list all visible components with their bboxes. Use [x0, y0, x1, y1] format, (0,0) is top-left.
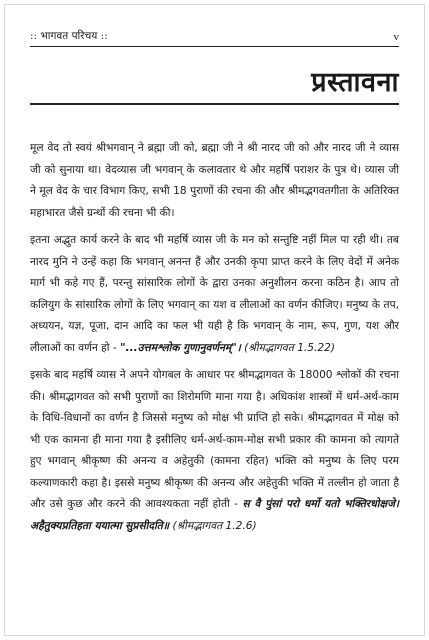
- paragraph-2-text: इतना अद्भुत कार्य करने के बाद भी महर्षि व्यास जी के मन को सन्तुष्टि नहीं मिल पा रही थी। तब नारद मुनि ने उन्हें कहा कि भगवान् अनन्त हैं और उनकी कृपा प्राप्त करने के लिए वेदों में अनेक मार्ग भी कहे गए हैं, परन्तु सांसारिक लोगों के द्वारा उनका अनुशीलन करना कठिन है। आप तो कलियुग के सांसारिक लोगों के लिए भगवान् का यश व लीलाओं का वर्णन कीजिए। मनुष्य के तप, अध्ययन, यज्ञ, पूजा, दान आदि का फल भी यही है कि भगवान् के नाम, रूप, गुण, यश और लीलाओं का वर्णन हो -: [30, 234, 399, 354]
- running-title: :: भागवत परिचय ::: [30, 30, 108, 42]
- paragraph-3-text: इसके बाद महर्षि व्यास ने अपने योगबल के आधार पर श्रीमद्भागवत के 18000 श्लोकों की रचना की। श्रीमद्भागवत को सभी पुराणों का शिरोमणि माना गया है। अधिकांश शास्त्रों में धर्म-अर्थ-काम के विधि-विधानों का वर्णन है जिससे मनुष्य को मोक्ष भी प्राप्ति हो सके। श्रीमद्भागवत में मोक्ष को भी एक कामना ही माना गया है इसीलिए धर्म-अर्थ-काम-मोक्ष सभी प्रकार की कामना को त्यागते हुए भगवान् श्रीकृष्ण की अनन्य व अहेतुकी (कामना रहित) भक्ति को मनुष्य के लिए परम कल्याणकारी कहा है। इससे मनुष्य श्रीकृष्ण की अनन्य और अहेतुकी भक्ति में तल्लीन हो जाता है और उसे कुछ और करने की आवश्यकता नहीं होती -: [30, 369, 399, 510]
- paragraph-2: [30, 230, 399, 359]
- paragraph-3: [30, 365, 399, 537]
- body-text: [30, 138, 399, 543]
- chapter-title: प्रस्तावना: [311, 67, 399, 98]
- page-number: v: [393, 31, 399, 43]
- paragraph-1: मूल वेद तो स्वयं श्रीभगवान् ने ब्रह्मा जी को, ब्रह्मा जी ने श्री नारद जी को और नारद जी ने व्यास जी को सुनाया था। वेदव्यास जी भगवान् के कलावतार थे और महर्षि पराशर के पुत्र थे। व्यास जी ने मूल वेद के चार विभाग किए, सभी 18 पुराणों की रचना की और श्रीमद्भगवतगीता के अतिरिक्त महाभारत जैसे ग्रन्थों की रचना भी की।: [30, 142, 399, 219]
- paragraph-2-quote: "...उत्तमश्लोक गुणानुवर्णनम्"।: [120, 341, 241, 354]
- paragraph-3-citation: (श्रीमद्भागवत 1.2.6): [169, 519, 257, 532]
- running-header: [30, 29, 399, 47]
- title-rule: [30, 103, 399, 105]
- paragraph-2-citation: (श्रीमद्भागवत 1.5.22): [240, 341, 336, 354]
- paragraph-3-quote: स वै पुंसां परो धर्मो यतो भक्तिरधोक्षजे। अहैतुक्यप्रतिहता ययात्मा सुप्रसीदति॥: [30, 498, 399, 532]
